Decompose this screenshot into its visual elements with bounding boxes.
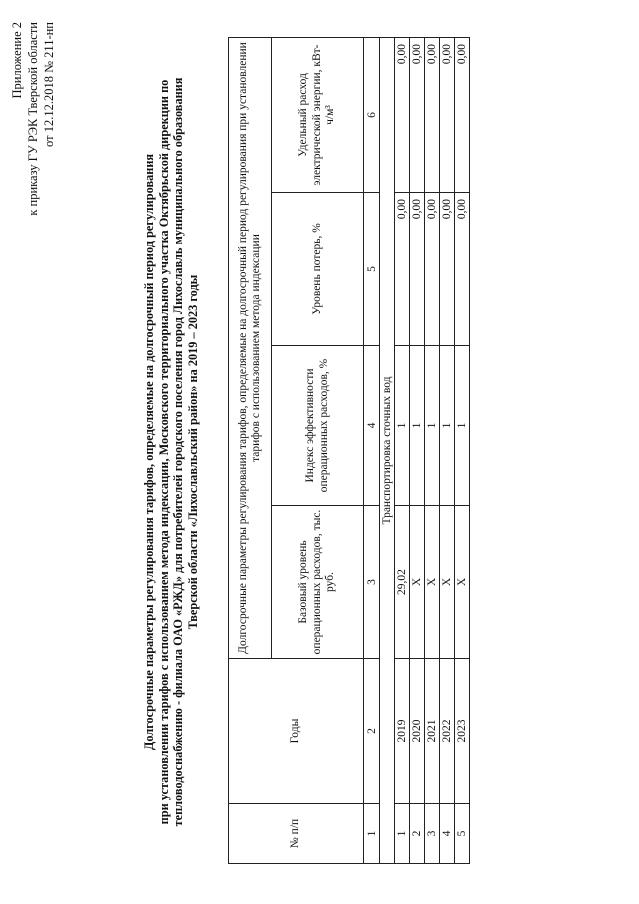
table-row <box>395 37 410 863</box>
row-base-opex: X <box>455 506 470 659</box>
row-loss-level: 0,00 <box>410 193 425 346</box>
header-energy-consumption: Удельный расход электрической энергии, кВт-ч/м³ <box>272 37 364 192</box>
row-base-opex: X <box>410 506 425 659</box>
row-energy-consumption: 0,00 <box>440 37 455 192</box>
row-number: 2 <box>410 804 425 864</box>
section-title: Транспортировка сточных вод <box>380 37 395 863</box>
row-efficiency-index: 1 <box>395 346 410 506</box>
row-base-opex: X <box>440 506 455 659</box>
order-reference: к приказу ГУ РЭК Тверской области <box>26 22 40 216</box>
parameters-table <box>228 37 470 864</box>
column-number: 5 <box>364 193 380 346</box>
column-number-row <box>364 37 380 863</box>
section-row <box>380 37 395 863</box>
row-energy-consumption: 0,00 <box>395 37 410 192</box>
row-year: 2019 <box>395 659 410 804</box>
header-base-opex: Базовый уровень операционных расходов, тыс. руб. <box>272 506 364 659</box>
row-energy-consumption: 0,00 <box>410 37 425 192</box>
column-number: 6 <box>364 37 380 192</box>
table-row <box>455 37 470 863</box>
title-line-4: Тверской области «Лихославльский район» на 2019 – 2023 годы <box>185 274 200 630</box>
row-efficiency-index: 1 <box>425 346 440 506</box>
row-efficiency-index: 1 <box>410 346 425 506</box>
column-number: 1 <box>364 804 380 864</box>
row-year: 2023 <box>455 659 470 804</box>
column-number: 2 <box>364 659 380 804</box>
column-number: 4 <box>364 346 380 506</box>
row-number: 4 <box>440 804 455 864</box>
row-loss-level: 0,00 <box>425 193 440 346</box>
row-year: 2020 <box>410 659 425 804</box>
title-line-2: при установлении тарифов с использованием метода индексации, Московского территориального участка Октябрьской дирекции по <box>156 79 171 825</box>
table-row <box>425 37 440 863</box>
row-loss-level: 0,00 <box>455 193 470 346</box>
row-loss-level: 0,00 <box>440 193 455 346</box>
row-base-opex: X <box>425 506 440 659</box>
row-number: 3 <box>425 804 440 864</box>
title-line-1: Долгосрочные параметры регулирования тарифов, определяемые на долгосрочный период регулирования <box>142 153 156 751</box>
header-group: Долгосрочные параметры регулирования тарифов, определяемые на долгосрочный период регулирования при установлении тарифов с использованием метода индексации <box>229 37 272 658</box>
row-number: 5 <box>455 804 470 864</box>
title-line-3: тепловодоснабжению - филиала ОАО «РЖД» для потребителей городского поселения город Лихославль муниципального образования <box>171 77 186 827</box>
row-energy-consumption: 0,00 <box>455 37 470 192</box>
table-row <box>440 37 455 863</box>
row-year: 2022 <box>440 659 455 804</box>
table-header-row <box>229 37 272 863</box>
table-row <box>410 37 425 863</box>
column-number: 3 <box>364 506 380 659</box>
document-title <box>142 60 200 844</box>
row-efficiency-index: 1 <box>455 346 470 506</box>
row-energy-consumption: 0,00 <box>425 37 440 192</box>
header-loss-level: Уровень потерь, % <box>272 193 364 346</box>
order-date-number: от 12.12.2018 № 211-нп <box>42 22 56 147</box>
row-year: 2021 <box>425 659 440 804</box>
header-efficiency-index: Индекс эффективности операционных расходов, % <box>272 346 364 506</box>
row-number: 1 <box>395 804 410 864</box>
header-num: № п/п <box>229 804 364 864</box>
row-efficiency-index: 1 <box>440 346 455 506</box>
appendix-label: Приложение 2 <box>10 22 24 99</box>
row-loss-level: 0,00 <box>395 193 410 346</box>
row-base-opex: 29,02 <box>395 506 410 659</box>
header-years: Годы <box>229 659 364 804</box>
